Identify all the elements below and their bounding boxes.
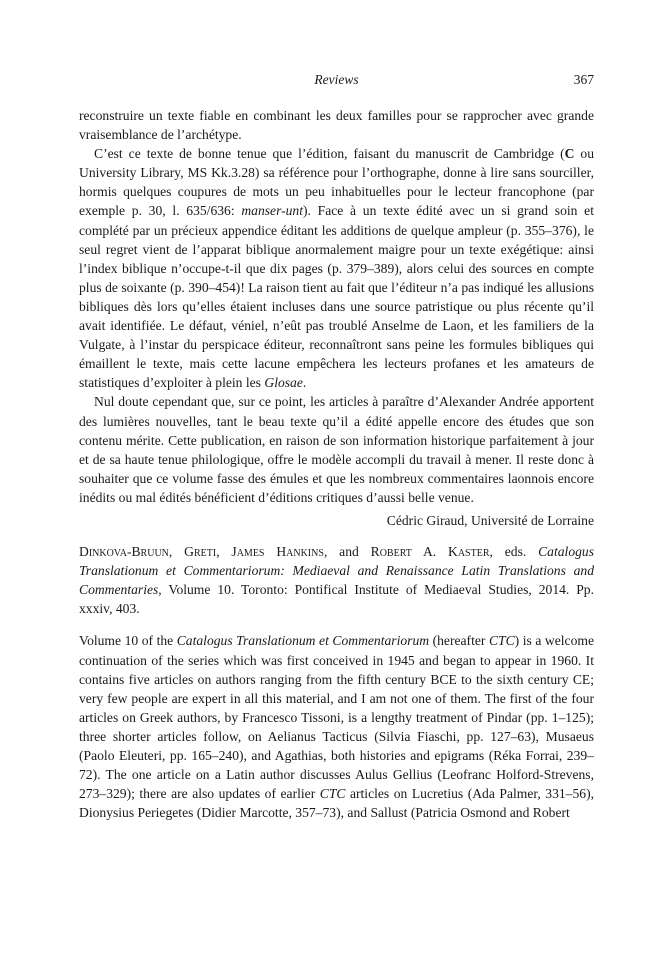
series-abbrev: CTC (488, 633, 515, 649)
word-split-example: manser-unt (241, 203, 304, 219)
running-title: Reviews (314, 72, 359, 87)
editor-name: Dinkova-Bruun (79, 544, 169, 560)
book-citation: Dinkova-Bruun, Greti, James Hankins, and Robert A. Kaster, eds. Catalogus Translationum et Commentariorum: Mediaeval and Renaissance Latin Translations and Commentaries, Volume 10. Toronto: Pontifical Institute of Mediaeval Studies, 2014. Pp. xxxiv, 403. (79, 544, 595, 617)
paragraph-conclusion: Nul doute cependant que, sur ce point, les articles à paraître d’Alexander Andrée apportent des lumières nouvelles, tant le beau texte qu’il a édité appelle encore des études que son contenu mérite. Cette publication, en raison de son information historique parfaitement à jour et de sa haute tenue philologique, offre le modèle accompli du travail à mener. Il reste donc à souhaiter que ce volume fasse des émules et que les nombreux commentaires laonnois encore inédits ou mal édités bénéficient d’éditions critiques d’aussi belle venue. (79, 394, 594, 505)
series-title: Catalogus Translationum et Commentariorum (176, 633, 430, 649)
page-number: 367 (573, 72, 594, 87)
manuscript-siglum: C (564, 146, 575, 162)
review-french (79, 106, 594, 507)
paragraph-continuation: reconstruire un texte fiable en combinant les deux familles pour se rapprocher avec grande vraisemblance de l’archétype. (79, 108, 594, 143)
review-english: Volume 10 of the Catalogus Translationum et Commentariorum (hereafter CTC) is a welcome continuation of the series which was first conceived in 1945 and began to appear in 1960. It contains five articles on authors ranging from the fifth century BCE to the sixth century CE; very few people are expert in all this material, and I am not one of them. The first of the four articles on Greek authors, by Francesco Tissoni, is a lengthy treatment of Pindar (pp. 1–125); three shorter articles follow, on Aelianus Tacticus (Silvia Fiaschi, pp. 127–63), Musaeus (Paolo Eleuteri, pp. 165–240), and Agathias, both histories and epigrams (Réka Forrai, 239–72). The one article on a Latin author discusses Aulus Gellius (Leofranc Holford-Strevens, 273–329); there are also updates of earlier CTC articles on Lucretius (Ada Palmer, 331–56), Dionysius Periegetes (Didier Marcotte, 357–73), and Sallust (Patricia Osmond and Robert (79, 633, 594, 821)
paragraph-edition: C’est ce texte de bonne tenue que l’édition, faisant du manuscrit de Cambridge (C ou University Library, MS Kk.3.28) sa référence pour l’orthographe, donne à lire sans sourciller, hormis quelques coupures de mots un peu inhabituelles pour le lecteur francophone (par exemple p. 30, l. 635/636: manser-unt). Face à un texte édité avec un si grand soin et complété par un précieux appendice éditant les additions de quelque ampleur (p. 355–376), le seul regret vient de l’apparat biblique anormalement maigre pour un texte exégétique: ainsi l’index biblique n’occupe-t-il que dix pages (p. 379–389), alors celui des sources en compte plus de soixante (p. 390–454)! La raison tient au fait que l’éditeur n’a pas indiqué les allusions bibliques dès lors qu’elles étaient incluses dans une source patristique ou plus récente qu’il avait identifiée. Le défaut, véniel, n’eût pas troublé Anselme de Laon, et les familiers de la Vulgate, à l’instar du perspicace éditeur, reconnaîtront sans peine les formules bibliques qui émaillent le texte, mais cette lacune empêchera les lecteurs profanes et les amateurs de statistiques d’exploiter à plein les Glosae. (79, 146, 595, 391)
book-title: Catalogus Translationum et Commentariorum: Mediaeval and Renaissance Latin Translations and Commentaries (79, 544, 595, 598)
glosae-title: Glosae (264, 375, 303, 391)
editor-name: James Hankins (231, 544, 324, 560)
editor-name: Greti (184, 544, 217, 560)
running-head (79, 72, 594, 94)
series-abbrev: CTC (319, 786, 346, 802)
reviewer-signature: Cédric Giraud, Université de Lorraine (386, 512, 594, 528)
editor-name: Robert A. Kaster (370, 544, 490, 560)
journal-page (79, 72, 594, 822)
